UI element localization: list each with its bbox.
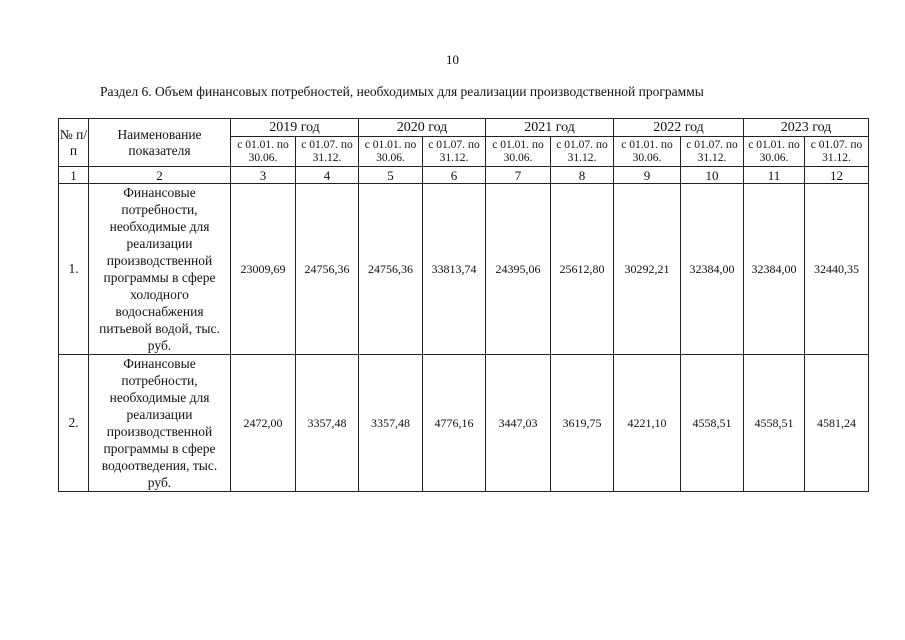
column-number: 3 <box>231 167 296 184</box>
value-cell: 32384,00 <box>744 184 805 355</box>
value-cell: 24756,36 <box>296 184 359 355</box>
indicator-name: Финансовые потребности, необходимые для реализации производственной программы в сфере холодного водоснабжения питьевой водой, тыс. руб. <box>89 184 231 355</box>
value-cell: 24395,06 <box>486 184 551 355</box>
column-number: 6 <box>423 167 486 184</box>
value-cell: 4558,51 <box>744 355 805 492</box>
table-row <box>59 184 869 355</box>
indicator-name: Финансовые потребности, необходимые для реализации производственной программы в сфере водоотведения, тыс. руб. <box>89 355 231 492</box>
value-cell: 4221,10 <box>614 355 681 492</box>
header-year: 2020 год <box>359 119 486 137</box>
header-period-h2: с 01.07. по 31.12. <box>423 137 486 167</box>
column-number: 7 <box>486 167 551 184</box>
value-cell: 3619,75 <box>551 355 614 492</box>
value-cell: 3447,03 <box>486 355 551 492</box>
header-period-h2: с 01.07. по 31.12. <box>681 137 744 167</box>
header-name: Наименование показателя <box>89 119 231 167</box>
header-period-h1: с 01.01. по 30.06. <box>614 137 681 167</box>
header-year: 2019 год <box>231 119 359 137</box>
page-number: 10 <box>446 52 459 67</box>
value-cell: 2472,00 <box>231 355 296 492</box>
column-number: 1 <box>59 167 89 184</box>
column-number: 10 <box>681 167 744 184</box>
value-cell: 23009,69 <box>231 184 296 355</box>
header-period-h2: с 01.07. по 31.12. <box>296 137 359 167</box>
header-period-h1: с 01.01. по 30.06. <box>486 137 551 167</box>
column-number: 5 <box>359 167 423 184</box>
column-number: 8 <box>551 167 614 184</box>
header-period-h1: с 01.01. по 30.06. <box>359 137 423 167</box>
column-number: 4 <box>296 167 359 184</box>
header-period-h1: с 01.01. по 30.06. <box>231 137 296 167</box>
column-number: 2 <box>89 167 231 184</box>
column-number: 11 <box>744 167 805 184</box>
value-cell: 4581,24 <box>805 355 869 492</box>
header-num: № п/п <box>59 119 89 167</box>
row-number: 1. <box>59 184 89 355</box>
row-number: 2. <box>59 355 89 492</box>
column-number: 9 <box>614 167 681 184</box>
section-title: Раздел 6. Объем финансовых потребностей, необходимых для реализации производственной программы <box>100 84 704 99</box>
header-period-h2: с 01.07. по 31.12. <box>805 137 869 167</box>
header-year: 2023 год <box>744 119 869 137</box>
header-period-h1: с 01.01. по 30.06. <box>744 137 805 167</box>
value-cell: 4558,51 <box>681 355 744 492</box>
header-year: 2021 год <box>486 119 614 137</box>
value-cell: 30292,21 <box>614 184 681 355</box>
value-cell: 3357,48 <box>296 355 359 492</box>
value-cell: 32440,35 <box>805 184 869 355</box>
header-year: 2022 год <box>614 119 744 137</box>
value-cell: 3357,48 <box>359 355 423 492</box>
value-cell: 4776,16 <box>423 355 486 492</box>
value-cell: 25612,80 <box>551 184 614 355</box>
value-cell: 24756,36 <box>359 184 423 355</box>
column-number: 12 <box>805 167 869 184</box>
financial-needs-table <box>58 118 869 492</box>
header-period-h2: с 01.07. по 31.12. <box>551 137 614 167</box>
table-row <box>59 355 869 492</box>
value-cell: 32384,00 <box>681 184 744 355</box>
value-cell: 33813,74 <box>423 184 486 355</box>
